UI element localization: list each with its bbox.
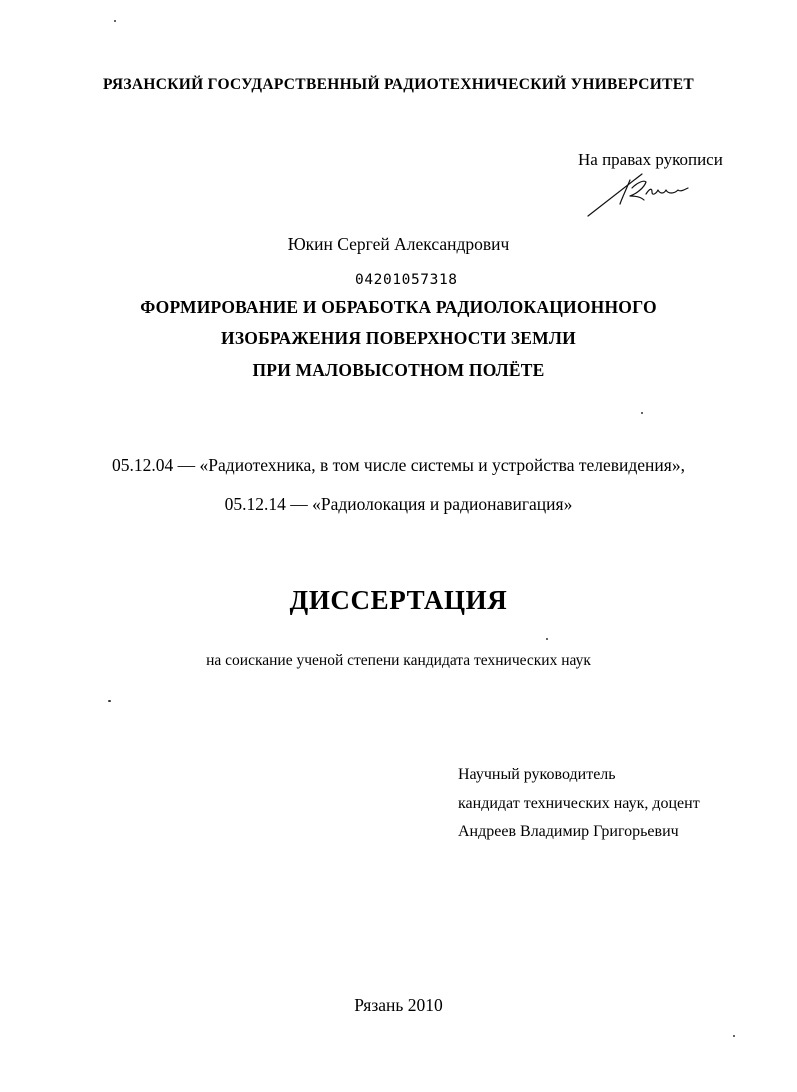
supervisor-degree: кандидат технических наук, доцент: [458, 795, 700, 812]
city-year: Рязань 2010: [354, 995, 443, 1015]
specialty-line-1: 05.12.04 — «Радиотехника, в том числе системы и устройства телевидения»,: [112, 455, 685, 475]
scan-speck: [733, 1035, 735, 1037]
manuscript-note: На правах рукописи: [578, 150, 723, 169]
degree-sought: на соискание ученой степени кандидата технических наук: [206, 652, 591, 669]
registration-code: 04201057318: [355, 272, 458, 288]
supervisor-role: Научный руководитель: [458, 766, 616, 783]
signature-icon: [586, 168, 696, 220]
university-name: РЯЗАНСКИЙ ГОСУДАРСТВЕННЫЙ РАДИОТЕХНИЧЕСКИЙ УНИВЕРСИТЕТ: [102, 76, 695, 93]
scan-speck: [108, 700, 111, 702]
dissertation-title-line-3: ПРИ МАЛОВЫСОТНОМ ПОЛЁТЕ: [252, 360, 545, 380]
dissertation-title-line-2: ИЗОБРАЖЕНИЯ ПОВЕРХНОСТИ ЗЕМЛИ: [221, 328, 576, 348]
supervisor-name: Андреев Владимир Григорьевич: [458, 823, 679, 840]
scan-speck: [546, 638, 548, 640]
scan-speck: [641, 412, 643, 414]
dissertation-title-line-1: ФОРМИРОВАНИЕ И ОБРАБОТКА РАДИОЛОКАЦИОННОГО: [140, 297, 657, 317]
specialty-line-2: 05.12.14 — «Радиолокация и радионавигация»: [224, 494, 573, 514]
scan-speck: [114, 20, 116, 22]
document-type-heading: ДИССЕРТАЦИЯ: [289, 585, 508, 615]
author-name: Юкин Сергей Александрович: [287, 234, 510, 254]
